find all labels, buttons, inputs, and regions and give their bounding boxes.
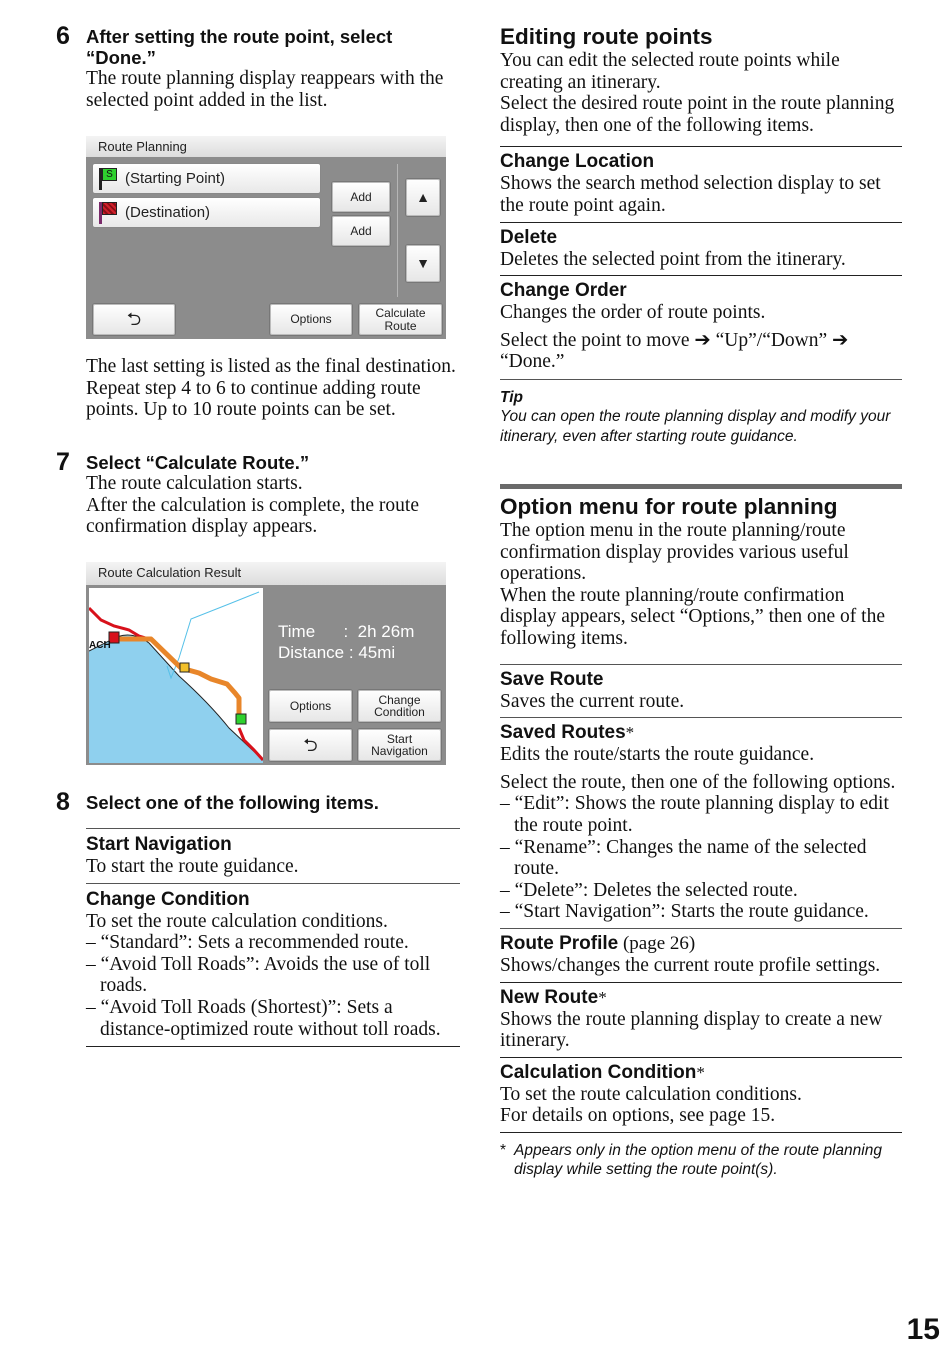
start-flag-icon: S <box>99 168 117 190</box>
route-point-label: (Starting Point) <box>125 170 226 187</box>
back-button[interactable] <box>268 728 353 762</box>
time-label: Time <box>278 622 316 641</box>
distance-label: Distance <box>278 643 345 662</box>
section-body: Select the desired route point in the route planning display, then one of the following items. <box>500 93 895 136</box>
item-saved-routes <box>500 718 902 928</box>
step-6-notes <box>86 356 461 421</box>
time-value: 2h 26m <box>357 622 415 641</box>
step-heading: Select one of the following items. <box>86 792 379 813</box>
item-extra: Select the route, then one of the following options. <box>500 771 896 793</box>
note-text: The last setting is listed as the final destination. <box>86 356 456 377</box>
item-title: Change Location <box>500 151 655 173</box>
tip-body: You can open the route planning display and modify your itinerary, even after starting route guidance. <box>500 408 891 445</box>
destination-marker-icon <box>236 714 246 724</box>
step-body: The route planning display reappears with the selected point added in the list. <box>86 68 444 111</box>
item-body: Edits the route/starts the route guidance. <box>500 744 815 766</box>
tip-box <box>500 380 902 447</box>
editing-section <box>500 24 902 446</box>
item-body: Shows the route planning display to create a new itinerary. <box>500 1008 883 1052</box>
footnote-text: Appears only in the option menu of the route planning display while setting the route point(s). <box>514 1141 882 1179</box>
step-7 <box>56 450 461 538</box>
item-body: To set the route calculation conditions. <box>86 910 388 932</box>
route-point-starting[interactable] <box>92 163 321 194</box>
step-number: 8 <box>56 788 70 816</box>
step-6 <box>56 24 461 111</box>
item-change-order <box>500 276 902 379</box>
section-heading: Editing route points <box>500 24 713 49</box>
add-button[interactable]: Add <box>331 181 391 213</box>
item-body: Shows the search method selection display to set the route point again. <box>500 173 881 216</box>
item-start-navigation <box>86 829 460 883</box>
option-text: – “Edit”: Shows the route planning display to edit the route point. <box>500 793 889 836</box>
item-new-route <box>500 983 902 1057</box>
item-body: For details on options, see page 15. <box>500 1105 776 1127</box>
back-arrow-icon: ⮌ <box>126 309 142 330</box>
map-graphic <box>89 588 263 763</box>
item-body: Deletes the selected point from the itinerary. <box>500 248 846 270</box>
footnote <box>500 1133 902 1180</box>
section-body: You can edit the selected route points while creating an itinerary. <box>500 50 840 93</box>
options-button[interactable]: Options <box>269 303 353 336</box>
option-text: – “Standard”: Sets a recommended route. <box>86 932 409 954</box>
step-number: 7 <box>56 448 70 476</box>
item-body: To set the route calculation conditions. <box>500 1083 802 1105</box>
item-title: Route Profile (page 26) <box>500 932 696 954</box>
route-map[interactable] <box>89 588 263 763</box>
start-navigation-button[interactable]: Start Navigation <box>357 728 442 762</box>
step-number: 6 <box>56 22 70 50</box>
route-point-destination[interactable] <box>92 197 321 228</box>
section-heading: Option menu for route planning <box>500 494 838 519</box>
option-menu-section <box>500 484 902 1180</box>
item-delete <box>500 223 902 276</box>
footnote-mark: * <box>500 1141 507 1159</box>
item-title: Save Route <box>500 668 604 690</box>
item-title: Change Condition <box>86 888 250 910</box>
step-heading: After setting the route point, select “Done.” <box>86 26 393 68</box>
divider <box>86 1046 460 1047</box>
add-button[interactable]: Add <box>331 215 391 247</box>
step-heading: Select “Calculate Route.” <box>86 452 310 473</box>
change-condition-button[interactable]: Change Condition <box>357 689 442 723</box>
section-body: The option menu in the route planning/route confirmation display provides various useful operations. <box>500 520 849 585</box>
arrow-up-icon: ▲ <box>416 189 430 206</box>
step-8-items <box>86 828 460 1047</box>
item-body: Changes the order of route points. <box>500 302 766 324</box>
route-summary: Time : 2h 26m Distance : 45mi <box>278 622 415 662</box>
item-extra: Select the point to move ➔ “Up”/“Down” ➔ “Done.” <box>500 329 849 373</box>
calculate-route-button[interactable]: Calculate Route <box>358 303 443 336</box>
divider <box>397 164 398 297</box>
item-title: Start Navigation <box>86 834 232 855</box>
option-text: – “Start Navigation”: Starts the route guidance. <box>500 901 869 923</box>
item-route-profile <box>500 929 902 982</box>
screen-title: Route Calculation Result <box>86 562 446 585</box>
option-text: – “Delete”: Deletes the selected route. <box>500 879 798 901</box>
route-planning-screen <box>86 136 446 339</box>
item-save-route <box>500 665 902 718</box>
route-result-screen <box>86 562 446 765</box>
item-body: Saves the current route. <box>500 690 685 712</box>
tip-label: Tip <box>500 388 523 406</box>
route-point-label: (Destination) <box>125 204 211 221</box>
item-body: Shows/changes the current route profile settings. <box>500 954 881 976</box>
item-title: Saved Routes* <box>500 722 635 744</box>
option-text: – “Avoid Toll Roads (Shortest)”: Sets a distance-optimized route without toll roads. <box>86 996 441 1040</box>
item-title: Delete <box>500 226 558 248</box>
distance-value: 45mi <box>358 643 396 662</box>
step-body: After the calculation is complete, the route confirmation display appears. <box>86 494 419 538</box>
waypoint-marker-icon <box>180 663 189 672</box>
item-title: Calculation Condition* <box>500 1061 705 1083</box>
note-text: Repeat step 4 to 6 to continue adding route points. Up to 10 route points can be set. <box>86 377 421 421</box>
option-text: – “Avoid Toll Roads”: Avoids the use of toll roads. <box>86 953 431 997</box>
scroll-up-button[interactable] <box>405 178 441 217</box>
item-title: New Route* <box>500 986 607 1008</box>
page-number: 15 <box>906 1313 940 1346</box>
item-change-condition <box>86 884 460 1047</box>
back-arrow-icon: ⮌ <box>303 734 318 755</box>
back-button[interactable] <box>92 303 176 336</box>
scroll-down-button[interactable] <box>405 244 441 283</box>
item-body: To start the route guidance. <box>86 856 299 877</box>
option-text: – “Rename”: Changes the name of the selected route. <box>500 836 867 880</box>
step-8 <box>56 788 461 816</box>
screen-title: Route Planning <box>86 136 446 157</box>
map-label: ACH <box>89 640 111 651</box>
item-title: Change Order <box>500 280 627 302</box>
item-change-location <box>500 147 902 221</box>
section-body: When the route planning/route confirmation display appears, select “Options,” then one of the following items. <box>500 584 886 649</box>
section-bar <box>500 484 902 489</box>
step-body: The route calculation starts. <box>86 473 303 494</box>
options-button[interactable]: Options <box>268 689 353 723</box>
arrow-down-icon: ▼ <box>416 255 430 272</box>
destination-flag-icon <box>99 202 117 224</box>
item-calculation-condition <box>500 1058 902 1132</box>
